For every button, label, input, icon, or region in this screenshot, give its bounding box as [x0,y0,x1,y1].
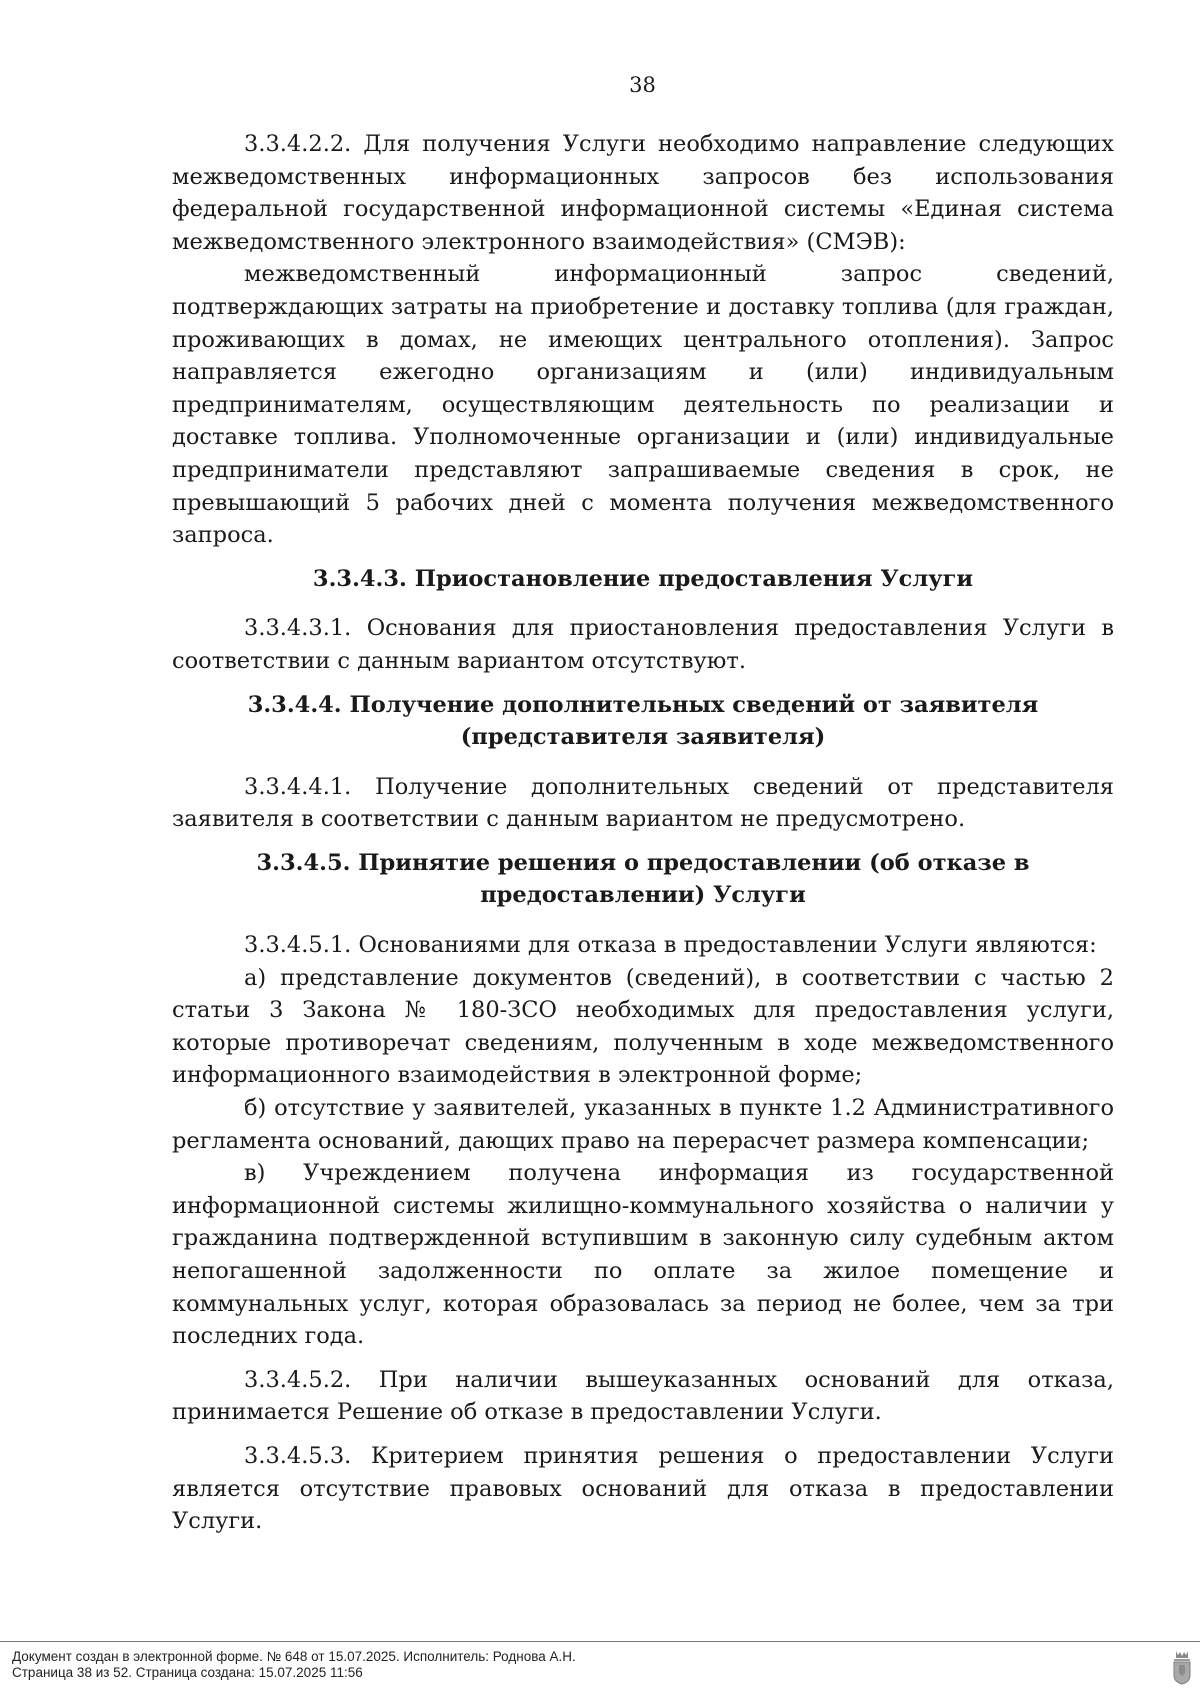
heading-3-3-4-3: 3.3.4.3. Приостановление предоставления Услуги [312,565,974,592]
paragraph-3-3-4-5-1: 3.3.4.5.1. Основаниями для отказа в предоставлении Услуги являются: [244,932,1097,959]
paragraph-3-3-4-2-2: 3.3.4.2.2. Для получения Услуги необходимо направление следующих межведомственных информационных запросов без использования федеральной государственной информационной системы «Единая система межведомственного электронного взаимодействия» (СМЭВ): [172,131,1114,255]
heading-3-3-4-4-line2: (представителя заявителя) [460,724,826,751]
paragraph-3-3-4-4-1: 3.3.4.4.1. Получение дополнительных сведений от представителя заявителя в соответствии с данным вариантом не предусмотрено. [172,773,1114,833]
coat-of-arms-icon [1172,1649,1192,1685]
footer-page-info: Страница 38 из 52. Страница создана: 15.07.2025 11:56 [12,1665,363,1680]
document-footer [12,1649,576,1681]
list-item-b: б) отсутствие у заявителей, указанных в пункте 1.2 Административного регламента оснований, дающих право на перерасчет размера компенсации; [172,1095,1114,1154]
heading-3-3-4-4-line1: 3.3.4.4. Получение дополнительных сведений от заявителя [247,691,1039,718]
document-body [172,128,1114,1538]
heading-3-3-4-5-line2: предоставлении) Услуги [480,882,806,909]
footer-divider [0,1641,1200,1642]
heading-3-3-4-4 [172,689,1114,754]
paragraph-3-3-4-5-3: 3.3.4.5.3. Критерием принятия решения о предоставлении Услуги является отсутствие правовых оснований для отказа в предоставлении Услуги. [172,1442,1114,1535]
footer-document-info: Документ создан в электронной форме. № 648 от 15.07.2025. Исполнитель: Роднова А.Н. [12,1649,576,1664]
heading-3-3-4-5 [172,847,1114,912]
paragraph-3-3-4-5-2: 3.3.4.5.2. При наличии вышеуказанных оснований для отказа, принимается Решение об отказе в предоставлении Услуги. [172,1366,1114,1426]
list-item-a: а) представление документов (сведений), в соответствии с частью 2 статьи 3 Закона № 180-ЗСО необходимых для предоставления услуги, которые противоречат сведениям, полученным в ходе межведомственного информационного взаимодействия в электронной форме; [172,964,1114,1089]
page-number: 38 [629,73,656,97]
paragraph-interagency-request: межведомственный информационный запрос сведений, подтверждающих затраты на приобретение и доставку топлива (для граждан, проживающих в домах, не имеющих центрального отопления). Запрос направляется ежегодно организациям и (или) индивидуальным предпринимателям, осуществляющим деятельность по реализации и доставке топлива. Уполномоченные организации и (или) индивидуальные предприниматели представляют запрашиваемые сведения в срок, не превышающий 5 рабочих дней с момента получения межведомственного запроса. [172,261,1114,549]
paragraph-3-3-4-3-1: 3.3.4.3.1. Основания для приостановления предоставления Услуги в соответствии с данным вариантом отсутствуют. [172,615,1114,674]
list-item-v: в) Учреждением получена информация из государственной информационной системы жилищно-коммунального хозяйства о наличии у гражданина подтвержденной вступившим в законную силу судебным актом непогашенной задолженности по оплате за жилое помещение и коммунальных услуг, которая образовалась за период не более, чем за три последних года. [172,1160,1114,1350]
heading-3-3-4-5-line1: 3.3.4.5. Принятие решения о предоставлении (об отказе в [256,849,1030,876]
